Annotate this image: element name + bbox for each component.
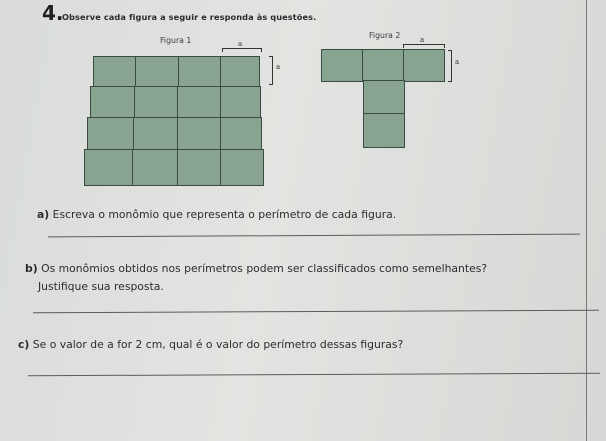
figure-2-square [363,80,405,115]
figure-1-square [220,149,264,186]
figure-1-square [177,149,222,186]
item-b-continuation: Justifique sua resposta. [38,280,164,293]
figure-2-label: Figura 2 [369,31,401,40]
figure-1-square [134,86,179,119]
figure-2-right-side-label: a [455,58,460,66]
figure-1-grid [84,56,264,186]
item-b [25,262,487,275]
figure-2-top-dimension-bracket [403,44,445,48]
figure-1-square [87,117,135,151]
figure-1-square [84,149,134,186]
question-prompt: Observe cada figura a seguir e responda às questões. [62,12,317,22]
figure-1-right-side-label: a [276,63,281,71]
item-a [37,208,396,221]
figure-1-square [90,86,136,119]
answer-line-a[interactable] [48,234,580,238]
figure-2-square [403,49,445,82]
figure-2-top-side-label: a [420,36,425,44]
item-c-letter: c) [18,338,30,351]
figure-1-square [178,56,222,88]
figure-1-square [133,117,179,151]
figure-1-right-dimension-bracket [269,56,273,85]
figure-1-square [132,149,179,186]
figure-1-square [220,86,261,119]
figure-1-square [135,56,179,88]
item-c-text: Se o valor de a for 2 cm, qual é o valor do perímetro dessas figuras? [32,338,404,351]
figure-1-square [220,117,262,151]
figure-2-right-dimension-bracket [448,50,452,82]
figure-2-t-shape [321,49,445,149]
figure-1-square [93,56,137,88]
figure-1-square [177,86,222,119]
figure-1-top-dimension-bracket [222,48,262,52]
figure-1-top-side-label: a [238,40,243,48]
figure-1-label: Figura 1 [160,36,192,45]
figure-2-square [321,49,364,82]
figure-1-square [220,56,260,88]
item-c [18,338,403,351]
item-a-text: Escreva o monômio que representa o perímetro de cada figura. [52,208,397,221]
figure-1-square [177,117,222,151]
item-b-letter: b) [25,262,38,275]
page-margin-line [586,0,587,441]
figure-2-square [363,113,405,148]
answer-line-b[interactable] [33,310,599,313]
question-number: 4. [42,1,64,25]
item-a-letter: a) [37,208,50,221]
answer-line-c[interactable] [28,373,600,376]
figure-2-square [362,49,405,82]
item-b-text: Os monômios obtidos nos perímetros podem ser classificados como semelhantes? [41,262,488,275]
